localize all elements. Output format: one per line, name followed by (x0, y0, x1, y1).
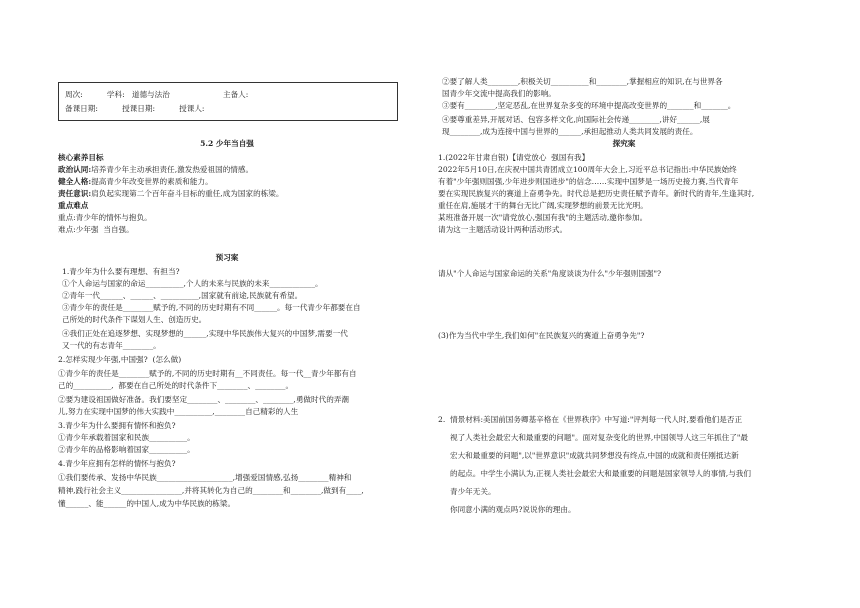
r-item-3: ③要有________,坚定恶乱,在世界复杂多变的环境中提高改变世界的_______和_______。 (442, 101, 736, 110)
q2-answer-2b: 儿,努力在实现中国梦的伟大实践中__________,________自己精彩的人生 (58, 407, 299, 416)
preview-title: 预习案 (215, 253, 239, 262)
lesson-header-box (58, 82, 398, 121)
q1-answer-3b: 己所处的时代条件下谋划人生、创造历史。 (62, 315, 207, 324)
key-point: 重点:青少年的情怀与抱负。 (58, 213, 152, 222)
q1-answer-1: ①个人命运与国家的命运__________,个人的未来与民族的未来____________。 (62, 279, 323, 288)
goals-title: 核心素养目标 (58, 153, 104, 162)
q1-answer-2: ②青年一代______、______、__________,国家就有前途,民族就有希望。 (62, 291, 303, 300)
explore-1-question-3: (3)作为当代中学生,我们如何"在民族复兴的赛道上奋勇争先"? (438, 331, 645, 340)
explore-1-question-2: 请从"个人命运与国家命运的关系"角度谈谈为什么"少年强则国强"? (438, 269, 662, 278)
goal-3: 责任意识:肩负起实现第二个百年奋斗目标的重任,成为国家的栋梁。 (58, 189, 284, 198)
explore-1-line-2: 有着"少年强则国强,少年进步则国进步"的信念……实现中国梦是一场历史接力赛,当代青年 (438, 177, 739, 186)
explore-1-line-3: 要在实现民族复兴的赛道上奋勇争先。时代总是把历史责任赋予青年。新时代的青年,生逢其时, (438, 189, 755, 198)
explore-2-line-5: 青少年无关。 (450, 487, 496, 496)
q1-answer-3a: ③青少年的责任是________赋予的,不同的历史时期有不同______。每一代青少年都要在自 (62, 303, 361, 312)
explore-1-line-5: 某班准备开展一次"请党放心,强国有我"的主题活动,邀你参加。 (438, 213, 648, 222)
q3-answer-1: ①青少年承载着国家和民族__________。 (58, 433, 195, 442)
goal-1: 政治认同:培养青少年主动承担责任,激发热爱祖国的情感。 (58, 165, 254, 174)
question-1: 1.青少年为什么要有理想、有担当? (62, 267, 180, 276)
explore-2-line-1: 2. 情景材料:美国前国务卿基辛格在《世界秩序》中写道:"评判每一代人时,要看他们是否正 (438, 415, 743, 424)
r-item-4b: 现________,成为连接中国与世界的______,承担起推动人类共同发展的责任。 (442, 127, 698, 136)
q2-answer-1a: ①青少年的责任是________赋予的,不同的历史时期有__不同责任。每一代__青少年都有自 (58, 369, 357, 378)
explore-1-line-6: 请为这一主题活动设计两种活动形式。 (438, 225, 568, 234)
r-item-2a: ②要了解人类________,积极关切__________和________,掌握相应的知识,在与世界各 (442, 77, 723, 86)
q4-answer-1b: 精神,践行社会主义________________,并将其转化为自己的________和________,做到有____, (58, 486, 364, 495)
q1-answer-4b: 又一代的有志青年________。 (62, 341, 161, 350)
question-3: 3.青少年为什么要拥有情怀和抱负? (58, 421, 176, 430)
q4-answer-1c: 懂______、能______的中国人,成为中华民族的栋梁。 (58, 499, 236, 508)
explore-2-line-4: 的起点。中学生小满认为,正视人类社会最宏大和最重要的问题是国家领导人的事情,与我们 (450, 469, 751, 478)
header-row-1: 周次: 学科: 道德与法治 主备人: (65, 90, 249, 99)
page-title: 5.2 少年当自强 (200, 139, 254, 148)
q4-answer-1a: ①我们要传承、发扬中华民族____________________,增强爱国情感,弘扬________精神和 (58, 473, 352, 482)
r-item-4a: ④要尊重差异,开展对话、包容多样文化,向国际社会传递________,讲好______,展 (442, 115, 710, 124)
goal-2: 健全人格:提高青少年改变世界的素质和能力。 (58, 177, 213, 186)
header-row-2: 备课日期: 授课日期: 授课人: (65, 104, 205, 113)
explore-1-heading: 1.(2022年甘肃自银)【请党放心 强国有我】 (438, 153, 590, 162)
explore-title: 探究案 (612, 139, 636, 148)
q2-answer-1b: 己的__________, 都要在自己所处的时代条件下________、________。 (58, 381, 294, 390)
q2-answer-2a: ②要为建设祖国做好准备。我们要坚定________、________、________,勇做时代的弄潮 (58, 395, 349, 404)
explore-2-line-3: 宏大和最重要的问题",以"世界意识"成就共同梦想没有终点,中国的成就和责任刚抵达新 (450, 451, 739, 460)
explore-2-question: 你同意小满的观点吗?说说你的理由。 (450, 505, 576, 514)
explore-1-line-4: 重任在肩,施展才干的舞台无比广阔,实现梦想的前景无比光明。 (438, 201, 648, 210)
r-item-2b: 国青少年交流中提高我们的影响。 (442, 89, 556, 98)
difficult-point: 难点:少年强 当自强。 (58, 225, 134, 234)
question-2: 2.怎样实现少年强,中国强? (怎么做) (58, 355, 182, 364)
question-4: 4.青少年应拥有怎样的情怀与抱负? (58, 459, 176, 468)
explore-2-line-2: 视了人类社会最宏大和最重要的问题"。面对复杂变化的世界,中国领导人这三年抓住了"最 (450, 433, 748, 442)
q1-answer-4a: ④我们正处在追逐梦想、实现梦想的______,实现中华民族伟大复兴的中国梦,需要一代 (62, 329, 348, 338)
explore-1-line-1: 2022年5月10日,在庆祝中国共青团成立100周年大会上,习近平总书记指出:中华民族始终 (438, 165, 737, 174)
key-points-title: 重点难点 (58, 201, 89, 210)
q3-answer-2: ②青少年的品格影响着国家__________。 (58, 445, 195, 454)
